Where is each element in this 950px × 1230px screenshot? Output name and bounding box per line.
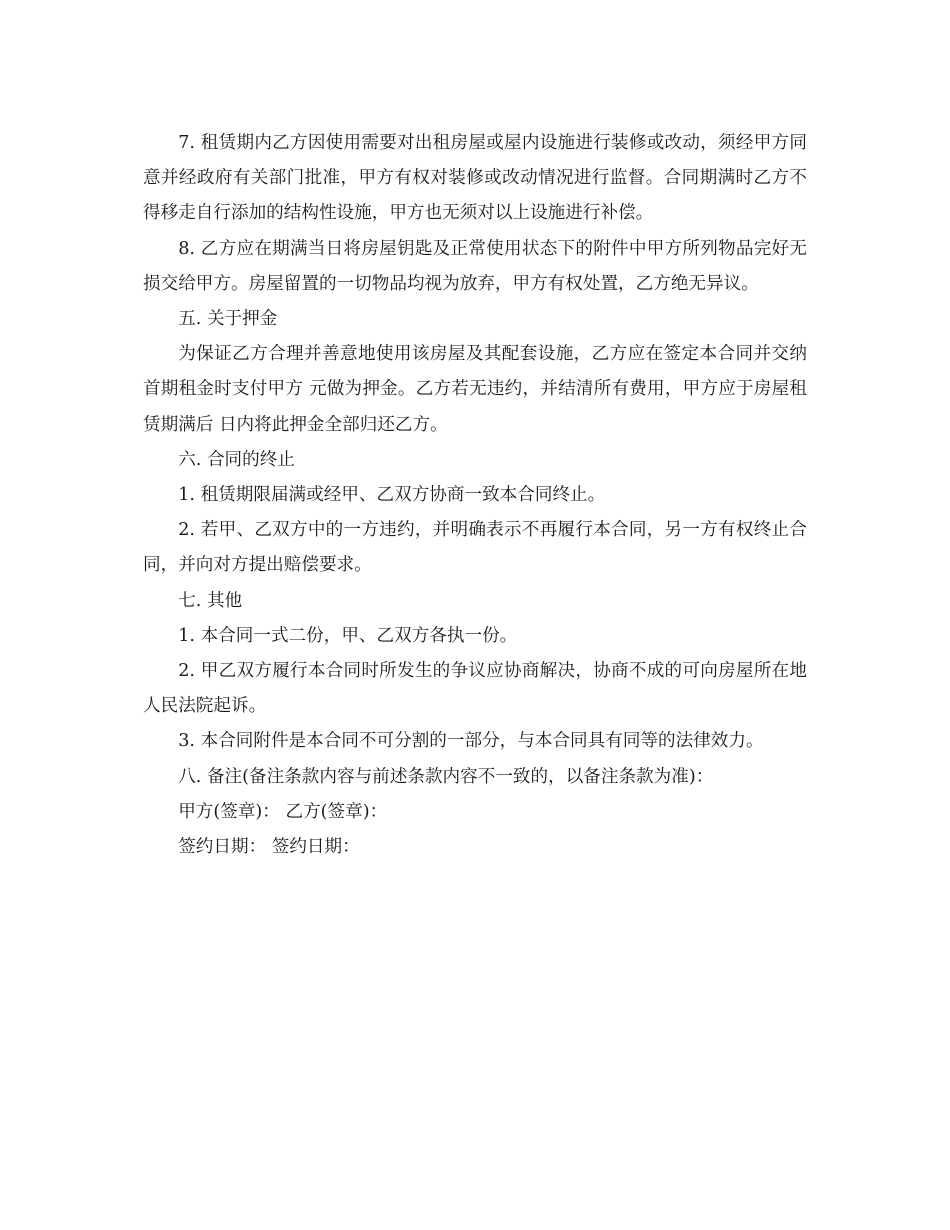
clause-6-2: 2. 若甲、乙双方中的一方违约，并明确表示不再履行本合同，另一方有权终止合同，并向对方提出赔偿要求。 [143,520,807,576]
clause-4-7: 7. 租赁期内乙方因使用需要对出租房屋或屋内设施进行装修或改动，须经甲方同意并经政府有关部门批准，甲方有权对装修或改动情况进行监督。合同期满时乙方不得移走自行添加的结构性设施，甲方也无须对以上设施进行补偿。 [143,133,807,224]
sign-date-line: 签约日期： 签约日期： [178,837,360,858]
clause-7-3: 3. 本合同附件是本合同不可分割的一部分，与本合同具有同等的法律效力。 [178,731,764,752]
signature-line: 甲方(签章)： 乙方(签章)： [178,801,388,822]
clause-7-2: 2. 甲乙双方履行本合同时所发生的争议应协商解决，协商不成的可向房屋所在地人民法院起诉。 [143,661,807,717]
section-heading-deposit: 五. 关于押金 [178,309,278,330]
section-heading-other: 七. 其他 [178,590,243,611]
contract-body [143,126,807,865]
clause-7-1: 1. 本合同一式二份，甲、乙双方各执一份。 [178,625,518,646]
clause-4-8: 8. 乙方应在期满当日将房屋钥匙及正常使用状态下的附件中甲方所列物品完好无损交给甲方。房屋留置的一切物品均视为放弃，甲方有权处置，乙方绝无异议。 [143,238,807,294]
section-heading-termination: 六. 合同的终止 [178,449,295,470]
clause-5-body: 为保证乙方合理并善意地使用该房屋及其配套设施，乙方应在签定本合同并交纳首期租金时支付甲方 元做为押金。乙方若无违约，并结清所有费用，甲方应于房屋租赁期满后 日内将此押金全部归还乙方。 [143,344,807,435]
clause-6-1: 1. 租赁期限届满或经甲、乙双方协商一致本合同终止。 [178,485,606,506]
section-heading-remarks: 八. 备注(备注条款内容与前述条款内容不一致的，以备注条款为准)： [178,766,714,787]
